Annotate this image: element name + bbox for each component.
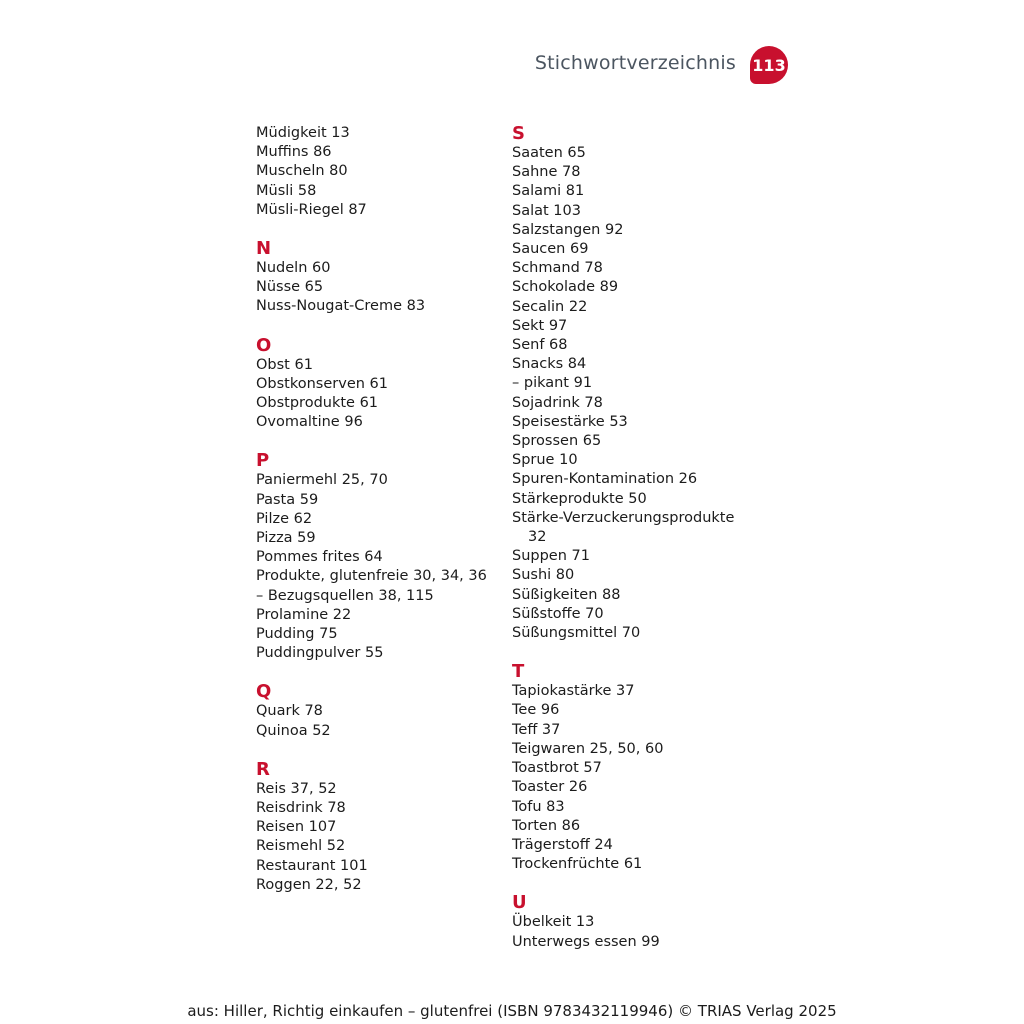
index-entry: Obstprodukte 61: [256, 395, 379, 412]
index-section: [256, 451, 496, 663]
index-entry: Pudding 75: [256, 626, 338, 643]
index-section: [512, 124, 772, 643]
index-entry: Spuren-Kontamination 26: [512, 471, 698, 488]
index-entry: Unterwegs essen 99: [512, 933, 660, 950]
index-entry: Sprossen 65: [512, 433, 602, 450]
index-entry: Obstkonserven 61: [256, 375, 388, 392]
index-entry: Stärkeprodukte 50: [512, 490, 647, 507]
index-entry: Nudeln 60: [256, 260, 331, 277]
index-entry: Suppen 71: [512, 548, 590, 565]
index-entry: Schokolade 89: [512, 279, 619, 296]
section-letter: O: [256, 334, 272, 356]
index-entry: Reis 37, 52: [256, 780, 337, 797]
index-entry: Pizza 59: [256, 530, 316, 547]
index-entry: Sushi 80: [512, 567, 575, 584]
index-entry: Paniermehl 25, 70: [256, 472, 388, 489]
index-entry: Secalin 22: [512, 298, 588, 315]
index-entry: Tapiokastärke 37: [512, 683, 635, 700]
index-entry: – Bezugsquellen 38, 115: [256, 587, 434, 604]
index-entry: Übelkeit 13: [512, 914, 595, 931]
index-entry: Senf 68: [512, 337, 568, 354]
index-entry: Müsli-Riegel 87: [256, 201, 367, 218]
index-entry: Tofu 83: [512, 798, 565, 815]
index-section: [256, 124, 496, 220]
index-entry: Schmand 78: [512, 260, 603, 277]
index-entry: Toaster 26: [512, 779, 588, 796]
index-entry: Roggen 22, 52: [256, 876, 362, 893]
index-entry: Süßstoffe 70: [512, 605, 604, 622]
index-entry: Speisestärke 53: [512, 413, 628, 430]
index-entry: Quark 78: [256, 703, 323, 720]
index-entry: Sojadrink 78: [512, 394, 603, 411]
index-entry: Pilze 62: [256, 510, 313, 527]
index-entry: Restaurant 101: [256, 857, 368, 874]
index-entry: Teigwaren 25, 50, 60: [512, 740, 664, 757]
index-entry: Salzstangen 92: [512, 221, 624, 238]
index-column-right: [512, 124, 772, 971]
page-number-badge: 113: [750, 46, 788, 84]
index-entry: Ovomaltine 96: [256, 414, 363, 431]
index-entry: Saucen 69: [512, 241, 589, 258]
index-entry: Süßigkeiten 88: [512, 586, 621, 603]
index-entry: Tee 96: [512, 702, 560, 719]
page-header: [0, 46, 788, 84]
index-entry: Puddingpulver 55: [256, 645, 384, 662]
index-entry: Sekt 97: [512, 317, 568, 334]
index-entry: Müdigkeit 13: [256, 125, 350, 141]
section-letter: R: [256, 758, 270, 780]
index-column-left: [256, 124, 496, 914]
index-section: [512, 662, 772, 874]
index-entry: Produkte, glutenfreie 30, 34, 36: [256, 568, 487, 585]
section-letter: P: [256, 450, 270, 472]
index-entry: Pasta 59: [256, 491, 319, 508]
source-footer: aus: Hiller, Richtig einkaufen – glutenfrei (ISBN 9783432119946) © TRIAS Verlag 2025: [187, 1002, 837, 1020]
index-entry: Torten 86: [512, 817, 581, 834]
index-entry: Reisen 107: [256, 819, 337, 836]
index-section: [512, 893, 772, 951]
section-title: Stichwortverzeichnis: [534, 52, 736, 74]
index-entry: Obst 61: [256, 356, 313, 373]
index-entry: Nüsse 65: [256, 279, 324, 296]
index-entry: Salat 103: [512, 202, 581, 219]
index-entry: Trockenfrüchte 61: [512, 856, 643, 873]
section-letter: S: [512, 123, 525, 144]
index-section: [256, 682, 496, 740]
index-section: [256, 760, 496, 895]
index-entry: Trägerstoff 24: [512, 836, 613, 853]
index-entry: Toastbrot 57: [512, 760, 602, 777]
index-entry: Sahne 78: [512, 164, 581, 181]
index-entry: Süßungsmittel 70: [512, 625, 641, 642]
section-letter: Q: [256, 681, 272, 703]
index-entry: Snacks 84: [512, 356, 587, 373]
index-entry: Saaten 65: [512, 145, 586, 161]
index-entry: – pikant 91: [512, 375, 593, 392]
index-entry: Quinoa 52: [256, 722, 331, 739]
index-entry: Reisdrink 78: [256, 800, 346, 817]
index-entry: Muscheln 80: [256, 163, 348, 180]
index-entry: Nuss-Nougat-Creme 83: [256, 298, 426, 315]
section-letter: N: [256, 238, 272, 260]
section-letter: T: [512, 661, 525, 683]
index-entry: Stärke-Verzuckerungsprodukte: [512, 509, 735, 526]
index-entry: Reismehl 52: [256, 838, 346, 855]
index-entry: Muffins 86: [256, 144, 332, 161]
index-section: [256, 239, 496, 317]
index-entry: 32: [528, 529, 547, 546]
index-entry: Müsli 58: [256, 182, 317, 199]
index-entry: Pommes frites 64: [256, 549, 383, 566]
index-section: [256, 336, 496, 433]
index-entry: Salami 81: [512, 183, 585, 200]
section-letter: U: [512, 892, 527, 914]
index-entry: Teff 37: [512, 721, 561, 738]
index-entry: Sprue 10: [512, 452, 578, 469]
index-entry: Prolamine 22: [256, 606, 352, 623]
